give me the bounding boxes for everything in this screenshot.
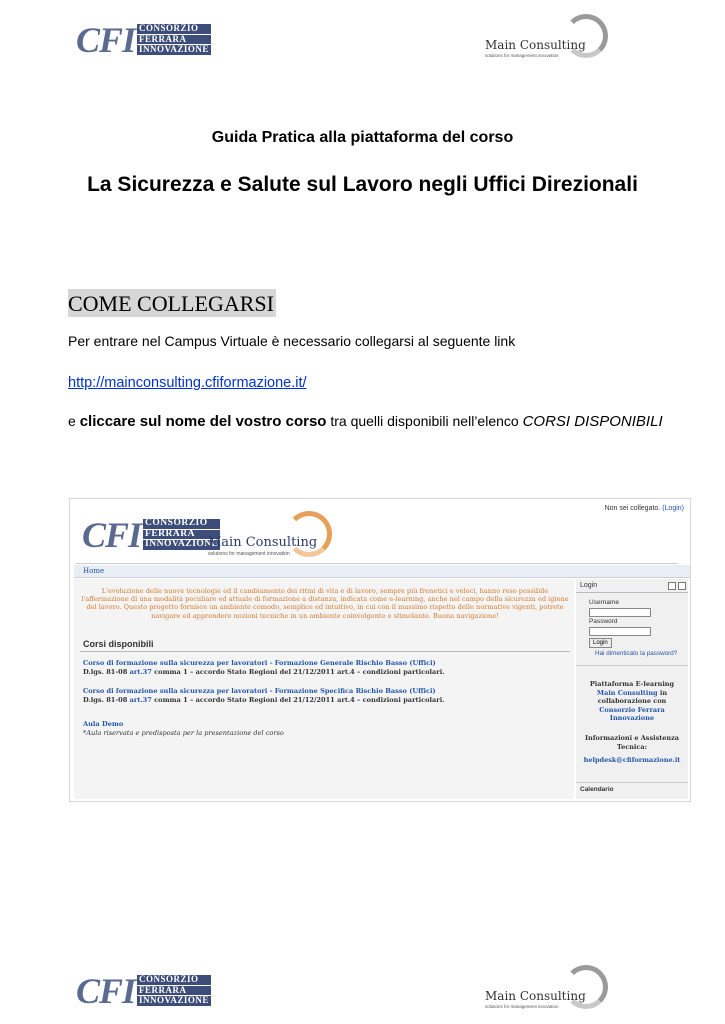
info-cfi-line: Consorzio Ferrara (599, 705, 665, 714)
platform-sidebar (576, 579, 688, 799)
platform-screenshot (69, 498, 691, 802)
banner-mc-tagline: solutions for management innovation (208, 551, 290, 557)
info-cfi-line: Innovazione (609, 714, 655, 722)
password-input[interactable] (589, 627, 651, 636)
course-description (83, 696, 445, 705)
document-subtitle: Guida Pratica alla piattaforma del corso (211, 129, 514, 146)
courses-divider (80, 651, 570, 652)
cfi-logo-line: INNOVAZIONE (139, 995, 209, 1006)
banner-cfi-line: CONSORZIO (143, 519, 220, 529)
password-label: Password (589, 618, 618, 625)
sidebar-divider (576, 665, 688, 666)
instruction-part1: e (68, 413, 80, 429)
demo-item (83, 720, 284, 738)
document-title: La Sicurezza e Salute sul Lavoro negli Uffici Direzionali (87, 173, 638, 196)
banner-mc-name: Main Consulting (208, 535, 318, 550)
banner-cfi-letters: CFI (82, 515, 142, 555)
info-mc-link[interactable]: Main Consulting (596, 688, 658, 697)
mc-logo-tagline: solutions for management innovation (485, 53, 559, 58)
helpdesk-email-link[interactable] (576, 756, 688, 765)
main-consulting-logo-bottom (480, 965, 610, 1011)
course-desc-post: comma 1 – accordo Stato Regioni del 21/12/2011 art.4 – condizioni particolari. (151, 696, 445, 704)
instruction-italic: CORSI DISPONIBILI (522, 413, 663, 430)
sidebar-divider (576, 782, 688, 783)
banner-cfi-line: INNOVAZIONE (145, 539, 219, 550)
info-line-suffix: in (657, 688, 668, 697)
course-title-link[interactable]: Corso di formazione sulla sicurezza per lavoratori - Formazione Generale Rischio Basso (Uffici) (83, 659, 436, 667)
demo-title-link[interactable]: Aula Demo (83, 720, 124, 728)
course-desc-link[interactable]: art.37 (129, 668, 152, 676)
support-line: Tecnica: (617, 742, 647, 751)
platform-navbar (74, 565, 691, 578)
cfi-logo-line: CONSORZIO (137, 24, 211, 33)
cfi-logo-top (76, 22, 211, 58)
helpdesk-email: helpdesk@cfiformazione.it (583, 756, 681, 764)
platform-main (74, 579, 574, 799)
cfi-logo-line: CONSORZIO (137, 975, 211, 984)
course-item (83, 659, 445, 677)
course-description (83, 668, 445, 677)
login-block-header (576, 579, 688, 593)
cfi-logo-line: FERRARA (137, 35, 211, 44)
course-title-link[interactable]: Corso di formazione sulla sicurezza per lavoratori - Formazione Specifica Rischio Basso (Uffici) (83, 687, 436, 695)
forgot-password-link[interactable]: Hai dimenticato la password? (595, 650, 678, 657)
banner-cfi-line: FERRARA (143, 530, 220, 540)
mc-logo-name: Main Consulting (485, 989, 586, 1003)
platform-banner (76, 511, 678, 564)
cfi-logo-box (137, 975, 211, 1006)
cfi-logo-line: FERRARA (137, 986, 211, 995)
nav-home-link[interactable]: Home (83, 567, 105, 575)
login-status-text: Non sei collegato. (604, 505, 661, 512)
calendar-title: Calendario (580, 786, 614, 793)
main-consulting-logo-top (480, 14, 610, 60)
intro-paragraph: Per entrare nel Campus Virtuale è necessario collegarsi al seguente link (68, 333, 516, 349)
course-desc-pre: D.lgs. 81-08 (83, 696, 130, 704)
info-line: collaborazione con (597, 697, 667, 705)
support-info (576, 734, 688, 765)
username-input[interactable] (589, 608, 651, 617)
courses-heading: Corsi disponibili (83, 639, 154, 649)
section-heading: COME COLLEGARSI (68, 291, 274, 316)
course-desc-pre: D.lgs. 81-08 (83, 668, 130, 676)
cfi-logo-letters: CFI (76, 20, 136, 60)
block-dock-icon[interactable] (678, 582, 686, 590)
banner-mc-logo (204, 511, 344, 559)
instruction-bold: cliccare sul nome del vostro corso (79, 413, 327, 430)
cfi-logo-box (137, 24, 211, 55)
username-label: Username (589, 599, 619, 606)
banner-mc-swirl-icon (286, 511, 332, 557)
info-line (576, 689, 688, 698)
welcome-text: L'evoluzione delle nuove tecnologie ed il cambiamento dei ritmi di vita e di lavoro, sempre più frenetici e veloci, hanno reso possibile l'affermazione di una modalità peculiare ed attuale di formazione a distanza, indicata come e-learning, anche nel campo della sicurezza ed igiene del lavoro. Questo progetto fornisce un ambiente comodo, semplice ed intuitivo, in cui con il massimo rispetto delle normative vigenti, potrete navigare ed apprendere nozioni tecniche in un ambiente coinvolgente e stimolante. Buona navigazione! (81, 587, 569, 620)
mc-logo-tagline: solutions for management innovation (485, 1004, 559, 1009)
login-block-title: Login (580, 582, 598, 589)
banner-cfi-logo (82, 517, 220, 553)
course-desc-link[interactable]: art.37 (129, 696, 152, 704)
course-desc-post: comma 1 – accordo Stato Regioni del 21/12/2011 art.4 – condizioni particolari. (151, 668, 445, 676)
info-cfi-link[interactable] (576, 706, 688, 715)
platform-info (576, 680, 688, 723)
cfi-logo-letters: CFI (76, 971, 136, 1011)
support-line: Informazioni e Assistenza (584, 734, 680, 742)
login-button[interactable]: Login (589, 638, 612, 648)
login-top-link[interactable]: (Login) (662, 505, 684, 512)
block-hide-icon[interactable] (668, 582, 676, 590)
demo-description: *Aula riservata e predisposta per la presentazione del corso (83, 729, 284, 737)
course-item (83, 687, 445, 705)
info-cfi-link2[interactable] (576, 714, 688, 723)
mc-logo-name: Main Consulting (485, 38, 586, 52)
info-line: Piattaforma E-learning (589, 680, 675, 688)
instruction-paragraph (68, 410, 668, 433)
cfi-logo-bottom (76, 973, 211, 1009)
instruction-part2: tra quelli disponibili nell’elenco (326, 413, 523, 429)
cfi-logo-line: INNOVAZIONE (139, 44, 209, 55)
campus-link[interactable]: http://mainconsulting.cfiformazione.it/ (68, 375, 307, 391)
